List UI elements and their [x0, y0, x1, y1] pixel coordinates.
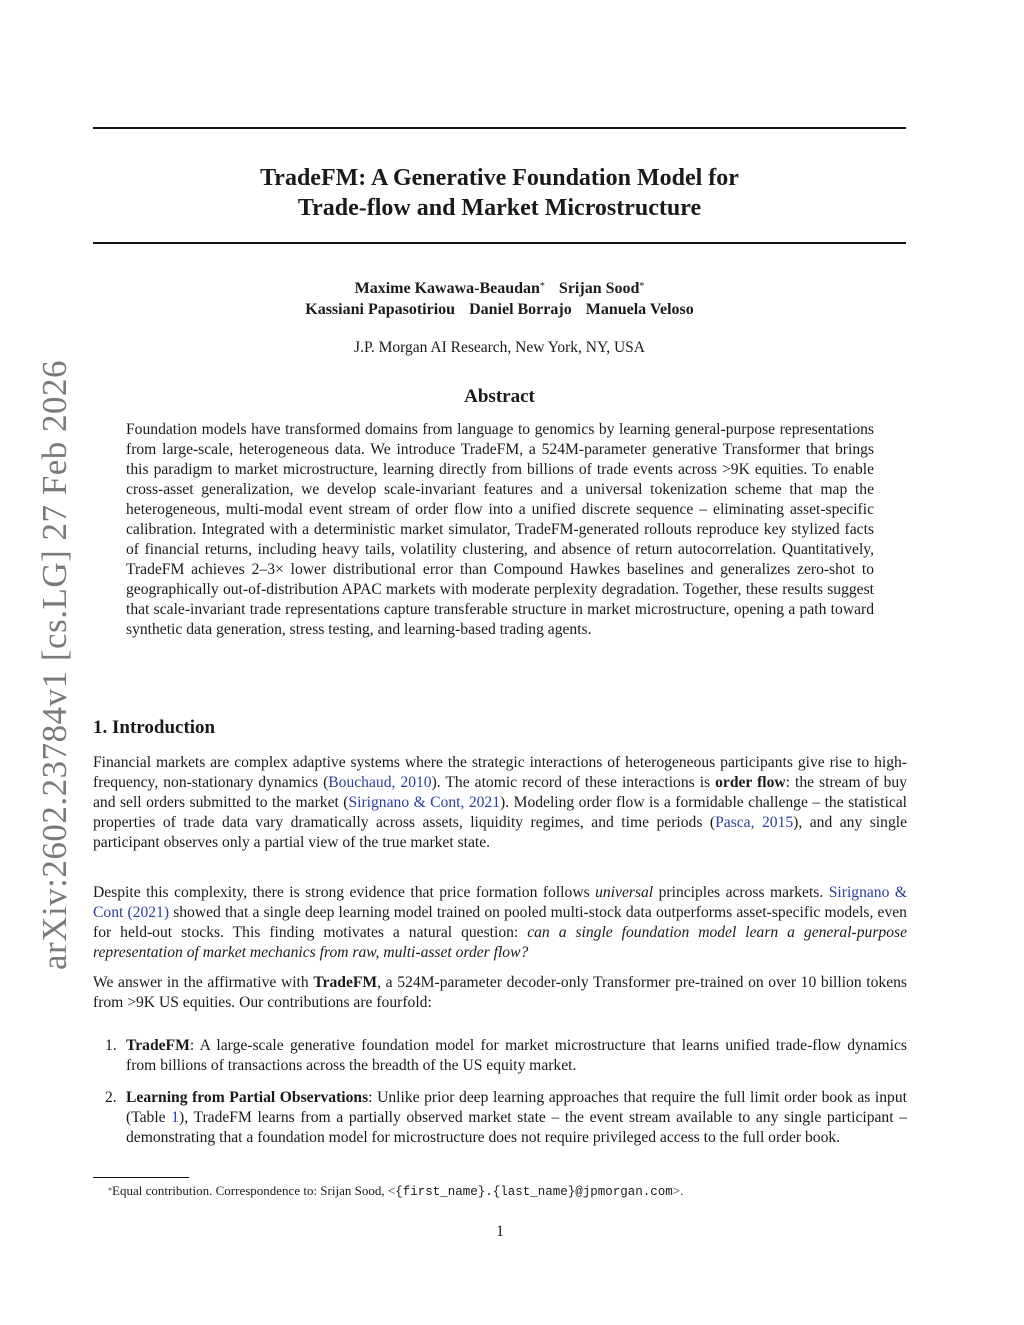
citation-link[interactable]: Bouchaud, 2010: [328, 774, 432, 791]
arxiv-identifier-stamp[interactable]: arXiv:2602.23784v1 [cs.LG] 27 Feb 2026: [35, 359, 74, 971]
italic-question: can a single foundation model learn a general-purpose representation of market mechanics from raw, multi-asset order flow?: [93, 924, 907, 961]
footnote-email[interactable]: {first_name}.{last_name}@jpmorgan.com: [395, 1185, 673, 1199]
text-run: ). The atomic record of these interactions is: [431, 774, 716, 791]
list-item-title: TradeFM: [126, 1037, 190, 1054]
footnote-rule: [93, 1177, 189, 1178]
footnote: [108, 1182, 683, 1201]
author-name: Manuela Veloso: [585, 301, 694, 318]
list-item: [93, 1036, 907, 1076]
citation-link[interactable]: Sirignano & Cont (2021): [93, 884, 907, 921]
author-line-1: [93, 278, 906, 299]
paper-title: [93, 163, 906, 223]
list-item-text: : Unlike prior deep learning approaches that require the full limit order book as input (Table: [126, 1089, 907, 1126]
list-item-number: 1.: [105, 1037, 117, 1054]
text-run: : the stream of buy and sell orders submitted to the market (: [93, 774, 907, 811]
title-rule-bottom: [93, 242, 906, 244]
intro-paragraph-1: [93, 753, 907, 853]
affiliation: J.P. Morgan AI Research, New York, NY, USA: [354, 339, 645, 356]
equal-contribution-mark: *: [639, 281, 645, 292]
list-item-title: Learning from Partial Observations: [126, 1089, 369, 1106]
author-name: Srijan Sood: [558, 280, 640, 297]
paper-title-line-2: Trade-flow and Market Microstructure: [297, 195, 702, 221]
abstract-heading: Abstract: [464, 386, 535, 407]
citation-link[interactable]: Pasca, 2015: [715, 814, 794, 831]
author-list: [93, 278, 906, 320]
footnote-text: Equal contribution. Correspondence to: Srijan Sood, <: [112, 1183, 396, 1198]
text-run: ). Modeling order flow is a formidable challenge – the statistical properties of trade data vary dramatically across assets, liquidity regimes, and time periods (: [93, 794, 907, 831]
author-name: Daniel Borrajo: [469, 301, 572, 318]
equal-contribution-mark: *: [539, 281, 545, 292]
text-run: , a 524M-parameter decoder-only Transformer pre-trained on over 10 billion tokens from >9K US equities. Our contributions are fourfold:: [93, 974, 907, 1011]
bold-term: TradeFM: [313, 974, 378, 991]
footnote-end: >.: [672, 1183, 684, 1198]
author-line-2: [93, 299, 906, 320]
citation-link[interactable]: Sirignano & Cont, 2021: [348, 794, 501, 811]
title-rule-top: [93, 127, 906, 129]
text-run: ), and any single participant observes only a partial view of the true market state.: [93, 814, 907, 851]
table-reference-link[interactable]: 1: [171, 1109, 180, 1126]
list-item-text: : A large-scale generative foundation model for market microstructure that learns unified trade-flow dynamics from billions of transactions across the breadth of the US equity market.: [126, 1037, 907, 1074]
paper-title-line-1: TradeFM: A Generative Foundation Model for: [260, 165, 739, 191]
text-run: Despite this complexity, there is strong evidence that price formation follows: [93, 884, 596, 901]
list-item-number: 2.: [105, 1089, 117, 1106]
author-name: Kassiani Papasotiriou: [305, 301, 456, 318]
list-item: [93, 1088, 907, 1148]
intro-paragraph-2: [93, 883, 907, 963]
section-heading-introduction: 1. Introduction: [93, 717, 216, 738]
text-run: showed that a single deep learning model trained on pooled multi-stock data outperforms asset-specific models, even for held-out stocks. This finding motivates a natural question:: [93, 904, 907, 941]
author-name: Maxime Kawawa-Beaudan: [354, 280, 540, 297]
footnote-mark: *: [108, 1186, 112, 1195]
italic-term: universal: [595, 884, 654, 901]
list-item-text: ), TradeFM learns from a partially observed market state – the event stream available to any single participant – demonstrating that a foundation model for microstructure does not require privileged access to the full order book.: [126, 1109, 907, 1146]
abstract-text: Foundation models have transformed domains from language to genomics by learning general-purpose representations from large-scale, heterogeneous data. We introduce TradeFM, a 524M-parameter generative Transformer that brings this paradigm to market microstructure, learning directly from billions of trade events across >9K equities. To enable cross-asset generalization, we develop scale-invariant features and a universal tokenization scheme that map the heterogeneous, multi-modal event stream of order flow into a unified discrete sequence – eliminating asset-specific calibration. Integrated with a deterministic market simulator, TradeFM-generated rollouts reproduce key stylized facts of financial returns, including heavy tails, volatility clustering, and absence of return autocorrelation. Quantitatively, TradeFM achieves 2–3× lower distributional error than Compound Hawkes baselines and generalizes zero-shot to geographically out-of-distribution APAC markets with moderate perplexity degradation. Together, these results suggest that scale-invariant trade representations capture transferable structure in market microstructure, opening a path toward synthetic data generation, stress testing, and learning-based trading agents.: [126, 421, 874, 638]
intro-paragraph-3: [93, 973, 907, 1013]
bold-term: order flow: [715, 774, 786, 791]
page-number: 1: [496, 1223, 504, 1240]
text-run: principles across markets.: [653, 884, 829, 901]
text-run: We answer in the affirmative with: [93, 974, 314, 991]
text-run: Financial markets are complex adaptive systems where the strategic interactions of heterogeneous participants give rise to high-frequency, non-stationary dynamics (: [93, 754, 907, 791]
